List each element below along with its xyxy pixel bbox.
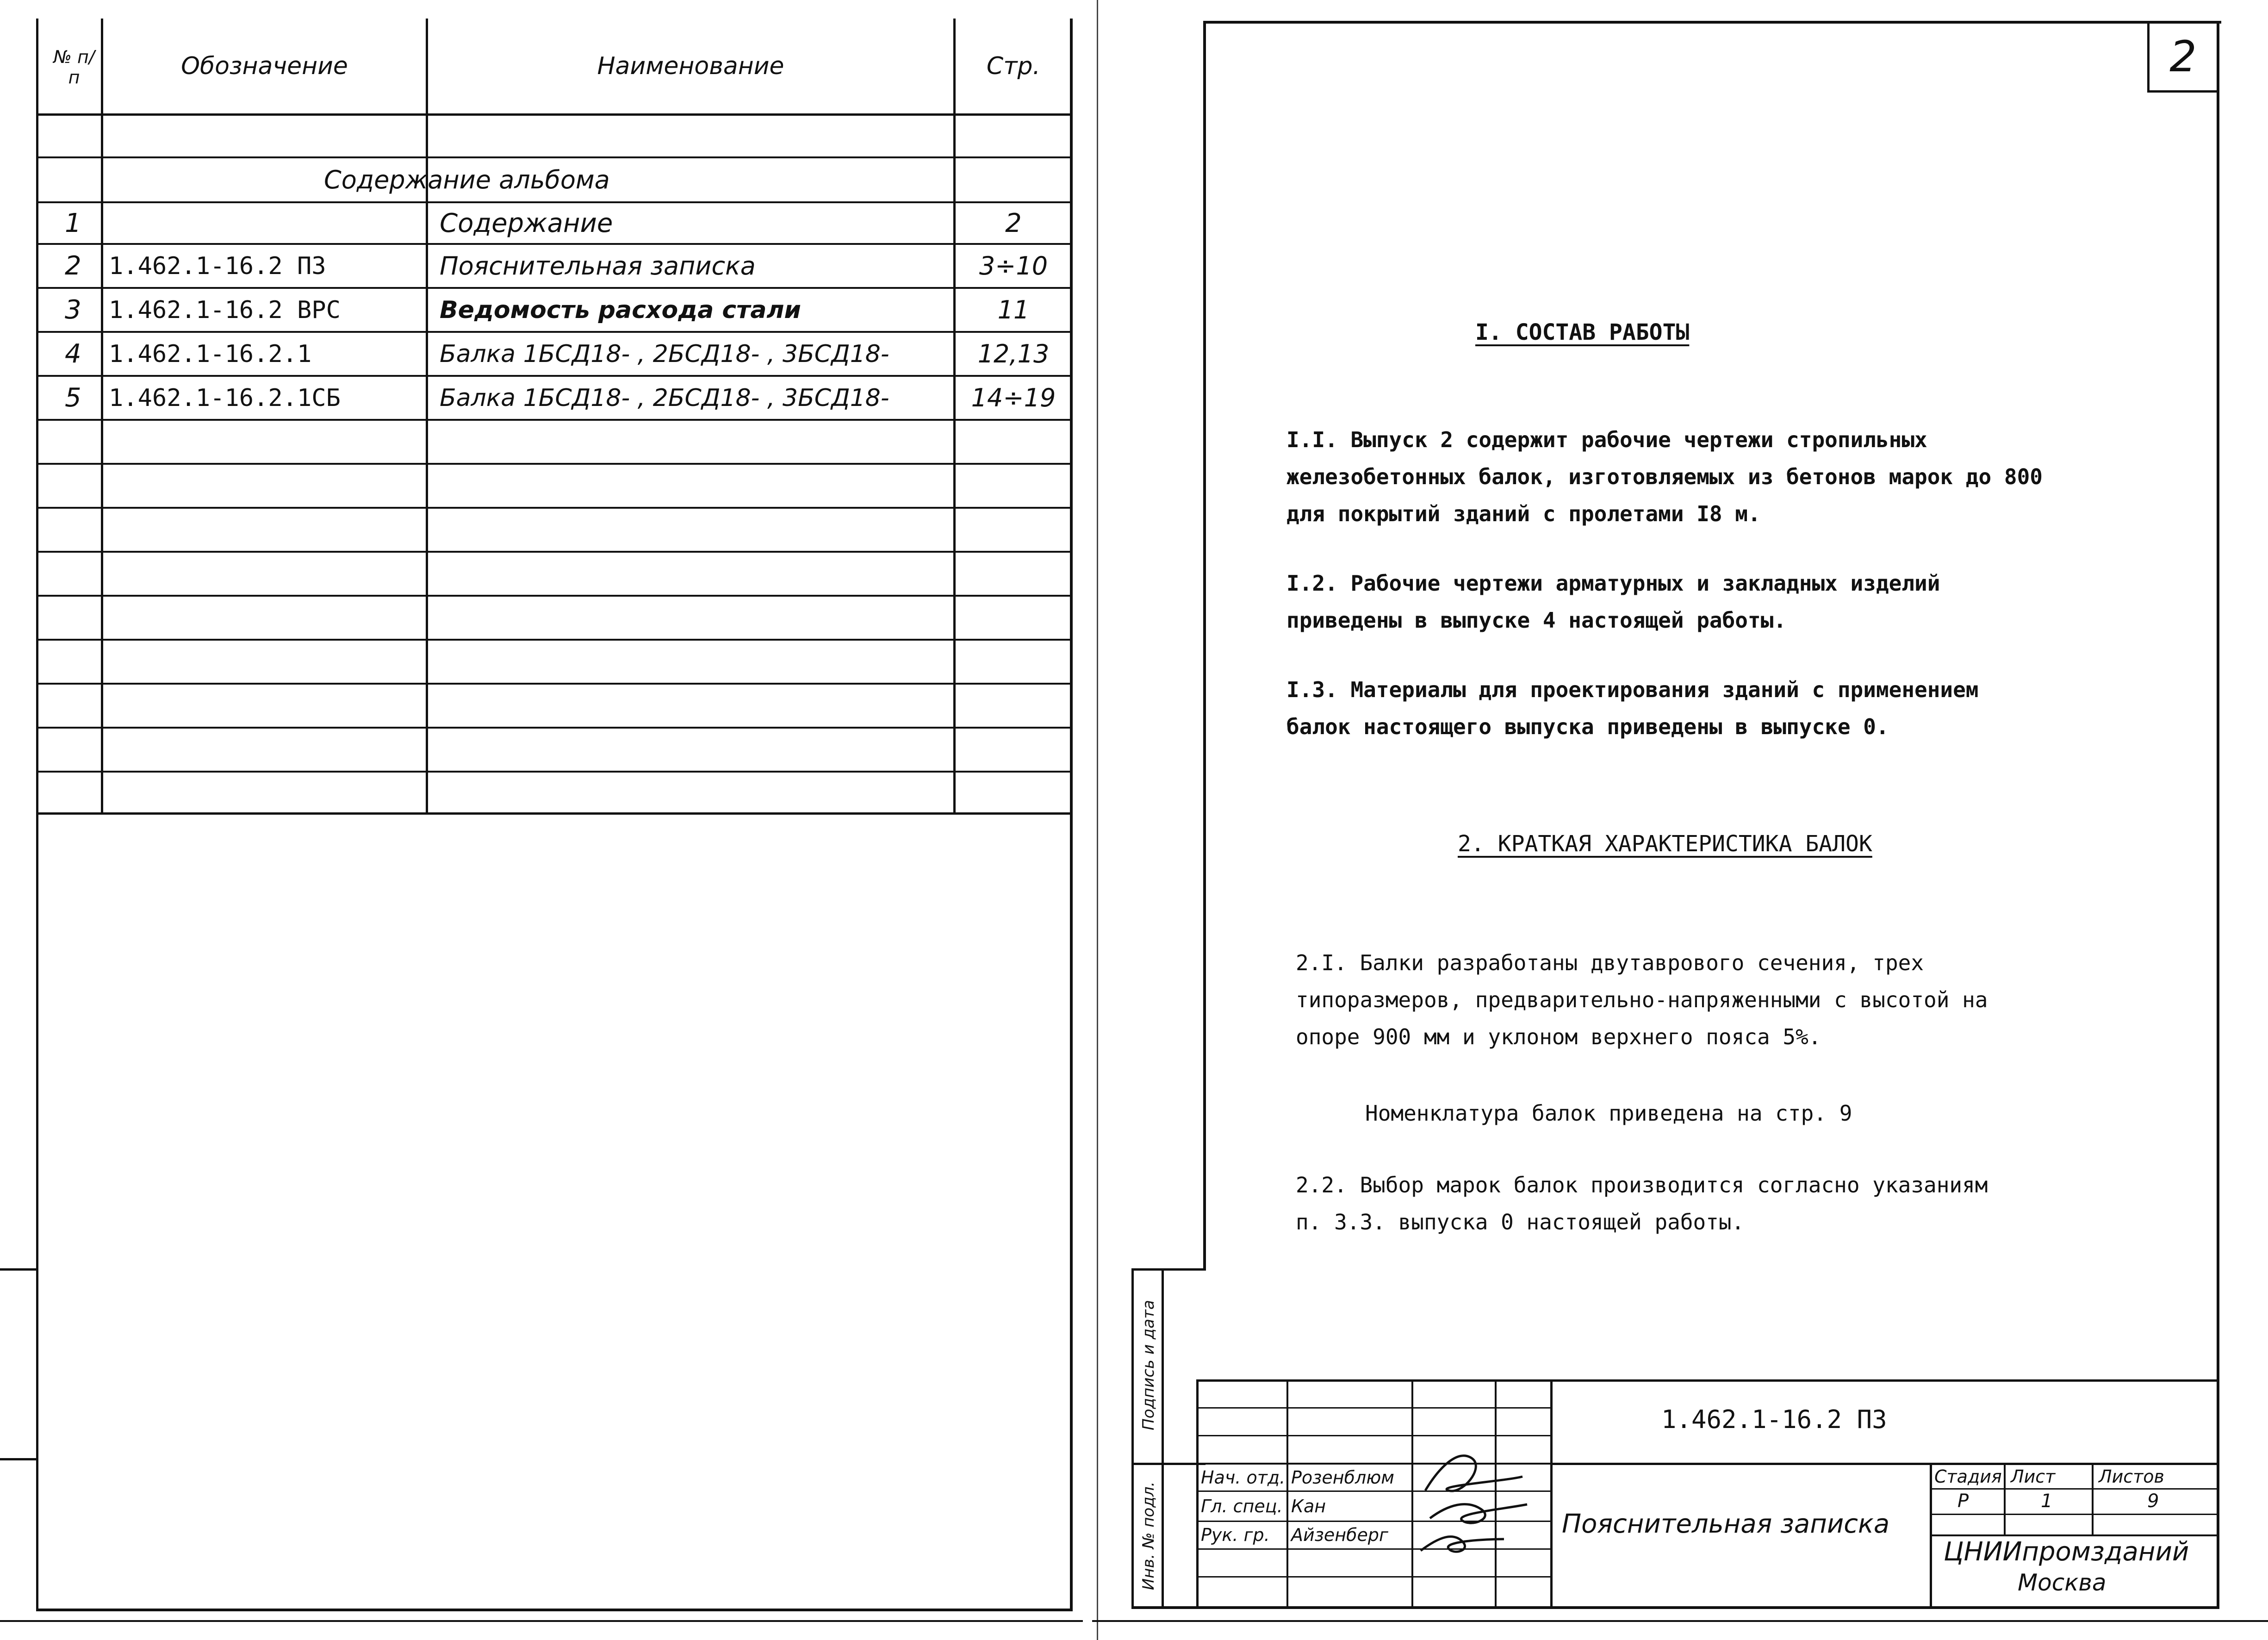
document-title: Пояснительная записка bbox=[1562, 1509, 1890, 1539]
row-page: 3÷10 bbox=[979, 251, 1048, 281]
document-code: 1.462.1-16.2 ПЗ bbox=[1661, 1405, 1887, 1434]
header-name: Наименование bbox=[597, 52, 784, 80]
row-designation: 1.462.1-16.2 ВРС bbox=[109, 296, 341, 324]
organization-city: Москва bbox=[2018, 1569, 2106, 1596]
section-title: Содержание альбома bbox=[324, 165, 610, 194]
row-designation: 1.462.1-16.2.1СБ bbox=[109, 384, 341, 412]
header-designation: Обозначение bbox=[181, 52, 348, 80]
header-num: № п/п bbox=[53, 47, 95, 87]
paragraph-1-1: I.I. Выпуск 2 содержит рабочие чертежи стропильных железобетонных балок, изготовляемых из бетонов марок до 800 для покрытий зданий с пролетами I8 м. bbox=[1286, 427, 2043, 526]
row-name: Содержание bbox=[440, 208, 613, 238]
paragraph-2-1: 2.I. Балки разработаны двутаврового сечения, трех типоразмеров, предварительно-напряженными с высотой на опоре 900 мм и уклоном верхнего пояса 5%. bbox=[1296, 950, 1988, 1049]
row-name: Балка 1БСД18- , 2БСД18- , 3БСД18- bbox=[440, 340, 889, 368]
row-name: Пояснительная записка bbox=[440, 251, 756, 281]
row-page: 11 bbox=[997, 295, 1030, 324]
header-page: Стр. bbox=[986, 52, 1041, 80]
organization-name: ЦНИИпромзданий bbox=[1944, 1537, 2189, 1567]
row-number: 4 bbox=[65, 339, 81, 369]
row-name: Балка 1БСД18- , 2БСД18- , 3БСД18- bbox=[440, 384, 889, 412]
row-designation: 1.462.1-16.2.1 bbox=[109, 340, 312, 368]
row-number: 3 bbox=[65, 295, 81, 325]
role-group-leader: Рук. гр. bbox=[1201, 1525, 1270, 1545]
row-number: 1 bbox=[65, 208, 81, 238]
sheet-number: 2 bbox=[2169, 32, 2197, 81]
sheets-label: Листов bbox=[2099, 1466, 2164, 1487]
paragraph-1-3: I.3. Материалы для проектирования зданий с применением балок настоящего выпуска приведены в выпуске 0. bbox=[1286, 677, 1979, 739]
role-head-department: Нач. отд. bbox=[1201, 1467, 1286, 1488]
sheets-value: 9 bbox=[2147, 1490, 2159, 1512]
stage-label: Стадия bbox=[1934, 1466, 2002, 1487]
row-page: 14÷19 bbox=[971, 383, 1056, 412]
sheet-label: Лист bbox=[2011, 1466, 2056, 1487]
row-page: 2 bbox=[1005, 208, 1022, 238]
sheet-value: 1 bbox=[2041, 1490, 2053, 1512]
side-signature-label: Подпись и дата bbox=[1139, 1300, 1158, 1430]
role-chief-specialist: Гл. спец. bbox=[1201, 1496, 1283, 1516]
row-name: Ведомость расхода стали bbox=[440, 296, 801, 324]
row-number: 2 bbox=[65, 251, 81, 281]
side-inventory-label: Инв. № подл. bbox=[1139, 1481, 1158, 1590]
handwritten-signatures bbox=[1411, 1440, 1550, 1560]
name-aizenberg: Айзенберг bbox=[1291, 1525, 1389, 1545]
paragraph-1-2: I.2. Рабочие чертежи арматурных и закладных изделий приведены в выпуске 4 настоящей работы. bbox=[1286, 571, 1940, 633]
name-kan: Кан bbox=[1291, 1496, 1326, 1516]
heading-composition: I. СОСТАВ РАБОТЫ bbox=[1475, 319, 1690, 345]
name-rozenblyum: Розенблюм bbox=[1291, 1467, 1394, 1488]
row-page: 12,13 bbox=[977, 339, 1050, 368]
stage-value: Р bbox=[1957, 1490, 1969, 1512]
row-number: 5 bbox=[65, 383, 81, 413]
row-designation: 1.462.1-16.2 ПЗ bbox=[109, 252, 326, 280]
paragraph-nomenclature: Номенклатура балок приведена на стр. 9 bbox=[1365, 1101, 1852, 1126]
heading-characteristics: 2. КРАТКАЯ ХАРАКТЕРИСТИКА БАЛОК bbox=[1458, 831, 1872, 857]
paragraph-2-2: 2.2. Выбор марок балок производится согласно указаниям п. 3.3. выпуска 0 настоящей работы. bbox=[1296, 1172, 1988, 1235]
